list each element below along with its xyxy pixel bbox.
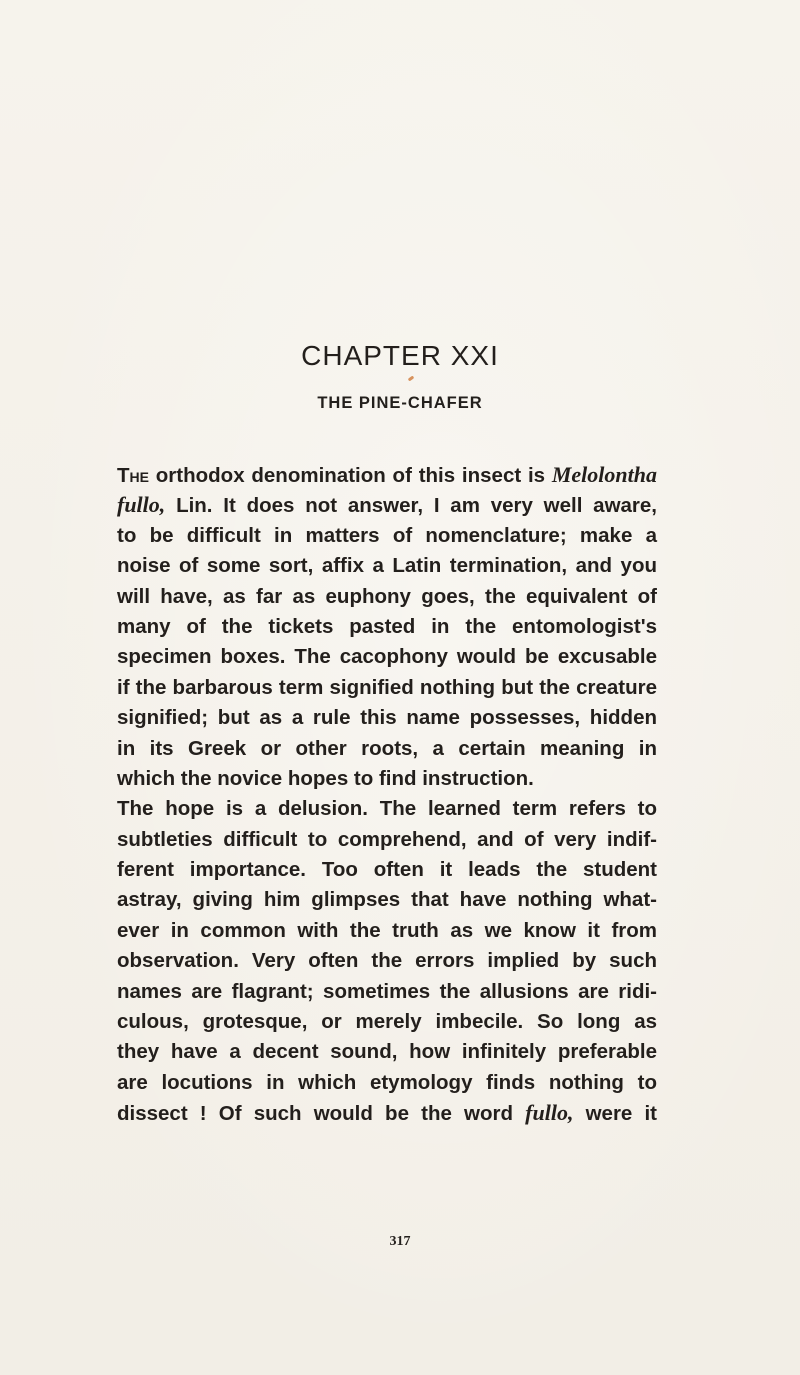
body-text — [117, 460, 657, 1129]
text-line: observation. Very often the errors implied by such — [117, 949, 657, 973]
text-line: noise of some sort, affix a Latin termination, and you — [117, 554, 657, 578]
text-line: signified; but as a rule this name possesses, hidden — [117, 706, 657, 730]
text-line: to be difficult in matters of nomenclature; make a — [117, 523, 657, 547]
text-line: ferent importance. Too often it leads the student — [117, 858, 657, 882]
chapter-heading: CHAPTER XXI — [301, 340, 499, 371]
page-number: 317 — [389, 1234, 411, 1249]
text-line: subtleties difficult to comprehend, and of very indif- — [117, 827, 657, 851]
text-line: are locutions in which etymology finds nothing to — [117, 1070, 657, 1094]
text-line: astray, giving him glimpses that have nothing what- — [117, 888, 657, 912]
text-line: which the novice hopes to find instruction. — [117, 766, 534, 790]
text-line: many of the tickets pasted in the entomologist's — [117, 614, 657, 638]
text-line: culous, grotesque, or merely imbecile. So long as — [117, 1010, 657, 1034]
text-line: names are flagrant; sometimes the allusions are ridi- — [117, 979, 657, 1003]
text-line: The hope is a delusion. The learned term refers to — [117, 797, 657, 821]
text-line: ever in common with the truth as we know it from — [117, 918, 657, 942]
text-line: will have, as far as euphony goes, the equivalent of — [117, 584, 657, 608]
text-line: specimen boxes. The cacophony would be excusable — [117, 645, 657, 669]
text-line: in its Greek or other roots, a certain meaning in — [117, 736, 657, 760]
text-line: if the barbarous term signified nothing but the creature — [117, 675, 657, 699]
text-line: they have a decent sound, how infinitely preferable — [117, 1040, 657, 1064]
text-line: dissect ! Of such would be the word fullo, were it — [117, 1100, 658, 1126]
chapter-subtitle: THE PINE-CHAFER — [317, 394, 483, 412]
text-line: The orthodox denomination of this insect is Melolontha — [117, 462, 657, 487]
ink-speck — [408, 376, 415, 382]
text-line: fullo, Lin. It does not answer, I am very well aware, — [117, 492, 657, 518]
